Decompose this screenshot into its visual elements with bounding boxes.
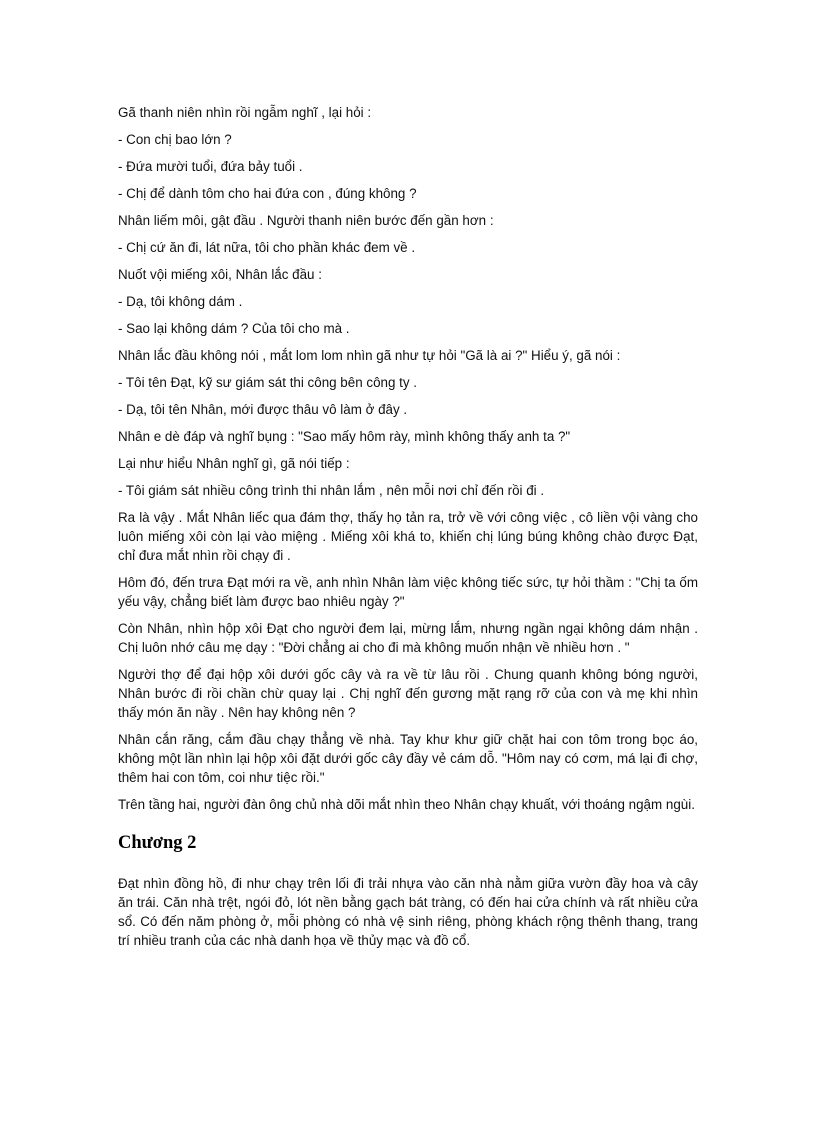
paragraph: Nuốt vội miếng xôi, Nhân lắc đầu :: [118, 267, 322, 282]
paragraph: Còn Nhân, nhìn hộp xôi Đạt cho người đem lại, mừng lắm, nhưng ngần ngại không dám nhận . Chị luôn nhớ câu mẹ dạy : "Đời chẳng ai cho đi mà không muốn nhận về nhiều hơn . ": [118, 621, 698, 655]
paragraph: Đạt nhìn đồng hồ, đi như chạy trên lối đi trải nhựa vào căn nhà nằm giữa vườn đầy hoa và cây ăn trái. Căn nhà trệt, ngói đỏ, lót nền bằng gạch bát tràng, có đến hai cửa chính và rất nhiều cửa sổ. Có đến năm phòng ở, mỗi phòng có nhà vệ sinh riêng, phòng khách rộng thênh thang, trang trí nhiều tranh của các nhà danh họa về thủy mạc và đồ cổ.: [118, 876, 698, 948]
paragraph: - Chị cứ ăn đi, lát nữa, tôi cho phần khác đem về .: [118, 240, 416, 255]
paragraph: - Dạ, tôi không dám .: [118, 294, 243, 309]
paragraph: - Dạ, tôi tên Nhân, mới được thâu vô làm ở đây .: [118, 402, 408, 417]
paragraph: Nhân cắn răng, cắm đầu chạy thẳng về nhà. Tay khư khư giữ chặt hai con tôm trong bọc áo, không một lần nhìn lại hộp xôi đặt dưới gốc cây đầy vẻ cám dỗ. "Hôm nay có cơm, má lại đi chợ, thêm hai con tôm, coi như tiệc rồi.": [118, 732, 698, 785]
paragraph: Hôm đó, đến trưa Đạt mới ra về, anh nhìn Nhân làm việc không tiếc sức, tự hỏi thầm : "Chị ta ốm yếu vậy, chẳng biết làm được bao nhiêu ngày ?": [118, 575, 698, 609]
paragraph: - Con chị bao lớn ?: [118, 132, 232, 147]
paragraph: Nhân e dè đáp và nghĩ bụng : "Sao mấy hôm rày, mình không thấy anh ta ?": [118, 429, 571, 444]
document-page: [118, 103, 698, 958]
paragraph: Người thợ để đại hộp xôi dưới gốc cây và ra về từ lâu rồi . Chung quanh không bóng người, Nhân bước đi rồi chần chừ quay lại . Chị nghĩ đến gương mặt rạng rỡ của con và mẹ khi nhìn thấy món ăn nầy . Nên hay không nên ?: [118, 667, 698, 720]
paragraph: Gã thanh niên nhìn rồi ngẫm nghĩ , lại hỏi :: [118, 105, 372, 120]
paragraph: - Tôi giám sát nhiều công trình thi nhân lắm , nên mỗi nơi chỉ đến rồi đi .: [118, 483, 545, 498]
paragraph: Trên tầng hai, người đàn ông chủ nhà dõi mắt nhìn theo Nhân chạy khuất, với thoáng ngậm ngùi.: [118, 797, 695, 812]
paragraph: - Tôi tên Đạt, kỹ sư giám sát thi công bên công ty .: [118, 375, 417, 390]
paragraph: Ra là vậy . Mắt Nhân liếc qua đám thợ, thấy họ tản ra, trở về với công việc , cô liền vội vàng cho luôn miếng xôi còn lại vào miệng . Miếng xôi khá to, khiến chị lúng búng không chào được Đạt, chỉ đưa mắt nhìn rồi chạy đi .: [118, 510, 698, 563]
chapter-heading: Chương 2: [118, 833, 197, 853]
paragraph: - Chị để dành tôm cho hai đứa con , đúng không ?: [118, 186, 417, 201]
paragraph: - Sao lại không dám ? Của tôi cho mà .: [118, 321, 350, 336]
paragraph: Nhân liếm môi, gật đầu . Người thanh niên bước đến gần hơn :: [118, 213, 494, 228]
paragraph: Nhân lắc đầu không nói , mắt lom lom nhìn gã như tự hỏi "Gã là ai ?" Hiểu ý, gã nói :: [118, 348, 621, 363]
paragraph: Lại như hiểu Nhân nghĩ gì, gã nói tiếp :: [118, 456, 350, 471]
paragraph: - Đứa mười tuổi, đứa bảy tuổi .: [118, 159, 303, 174]
